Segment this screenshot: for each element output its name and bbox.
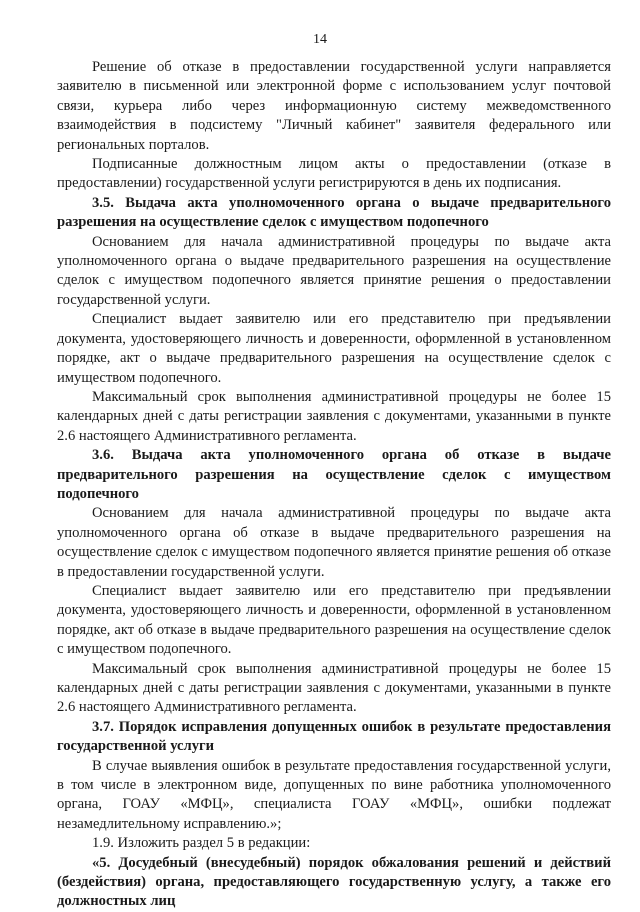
paragraph-3-6-basis: Основанием для начала административной процедуры по выдаче акта уполномоченного органа об отказе в выдаче предварительного разрешения на осуществление сделок с имуществом подопечного является принятие решения об отказе в предоставлении государственной услуги. (57, 505, 611, 580)
paragraph-refusal-notice: Решение об отказе в предоставлении государственной услуги направляется заявителю в письменной или электронной форме с использованием услуг почтовой связи, курьера либо через информационную систему межведомственного взаимодействия в подсистему "Личный кабинет" заявителя федерального или региональных порталов. (57, 59, 611, 153)
heading-3-6: 3.6. Выдача акта уполномоченного органа об отказе в выдаче предварительного разрешения на осуществление сделок с имуществом подопечного (57, 447, 611, 502)
heading-3-7: 3.7. Порядок исправления допущенных ошибок в результате предоставления государственной услуги (57, 718, 611, 755)
paragraph-3-5-basis: Основанием для начала административной процедуры по выдаче акта уполномоченного органа о выдаче предварительного разрешения на осуществление сделок с имуществом подопечного является принятие решения о предоставлении государственной услуги. (57, 233, 611, 308)
page-number: 14 (313, 32, 327, 47)
paragraph-registration: Подписанные должностным лицом акты о предоставлении (отказе в предоставлении) государственной услуги регистрируются в день их подписания. (57, 156, 611, 192)
paragraph-3-6-issue: Специалист выдает заявителю или его представителю при предъявлении документа, удостоверяющего личность и доверенности, оформленной в установленном порядке, акт об отказе в выдаче предварительного разрешения на осуществление сделок с имуществом подопечного. (57, 582, 611, 658)
heading-3-5: 3.5. Выдача акта уполномоченного органа о выдаче предварительного разрешения на осуществление сделок с имуществом подопечного (57, 194, 611, 231)
page-content (57, 58, 611, 912)
paragraph-3-6-deadline: Максимальный срок выполнения административной процедуры не более 15 календарных дней с даты регистрации заявления с документами, указанными в пункте 2.6 настоящего Административного регламента. (57, 660, 611, 716)
heading-section-5: «5. Досудебный (внесудебный) порядок обжалования решений и действий (бездействия) органа, предоставляющего государственную услугу, а также его должностных лиц (57, 854, 611, 910)
paragraph-3-5-issue: Специалист выдает заявителю или его представителю при предъявлении документа, удостоверяющего личность и доверенности, оформленной в установленном порядке, акт о выдаче предварительного разрешения на осуществление сделок с имуществом подопечного. (57, 311, 611, 386)
paragraph-3-7-errors: В случае выявления ошибок в результате предоставления государственной услуги, в том числе в электронном виде, допущенных по вине работника уполномоченного органа, ГОАУ «МФЦ», специалиста ГОАУ «МФЦ», ошибки подлежат незамедлительному исправлению.»; (57, 757, 611, 832)
paragraph-1-9: 1.9. Изложить раздел 5 в редакции: (92, 835, 311, 852)
paragraph-3-5-deadline: Максимальный срок выполнения административной процедуры не более 15 календарных дней с даты регистрации заявления с документами, указанными в пункте 2.6 настоящего Административного регламента. (57, 388, 611, 444)
